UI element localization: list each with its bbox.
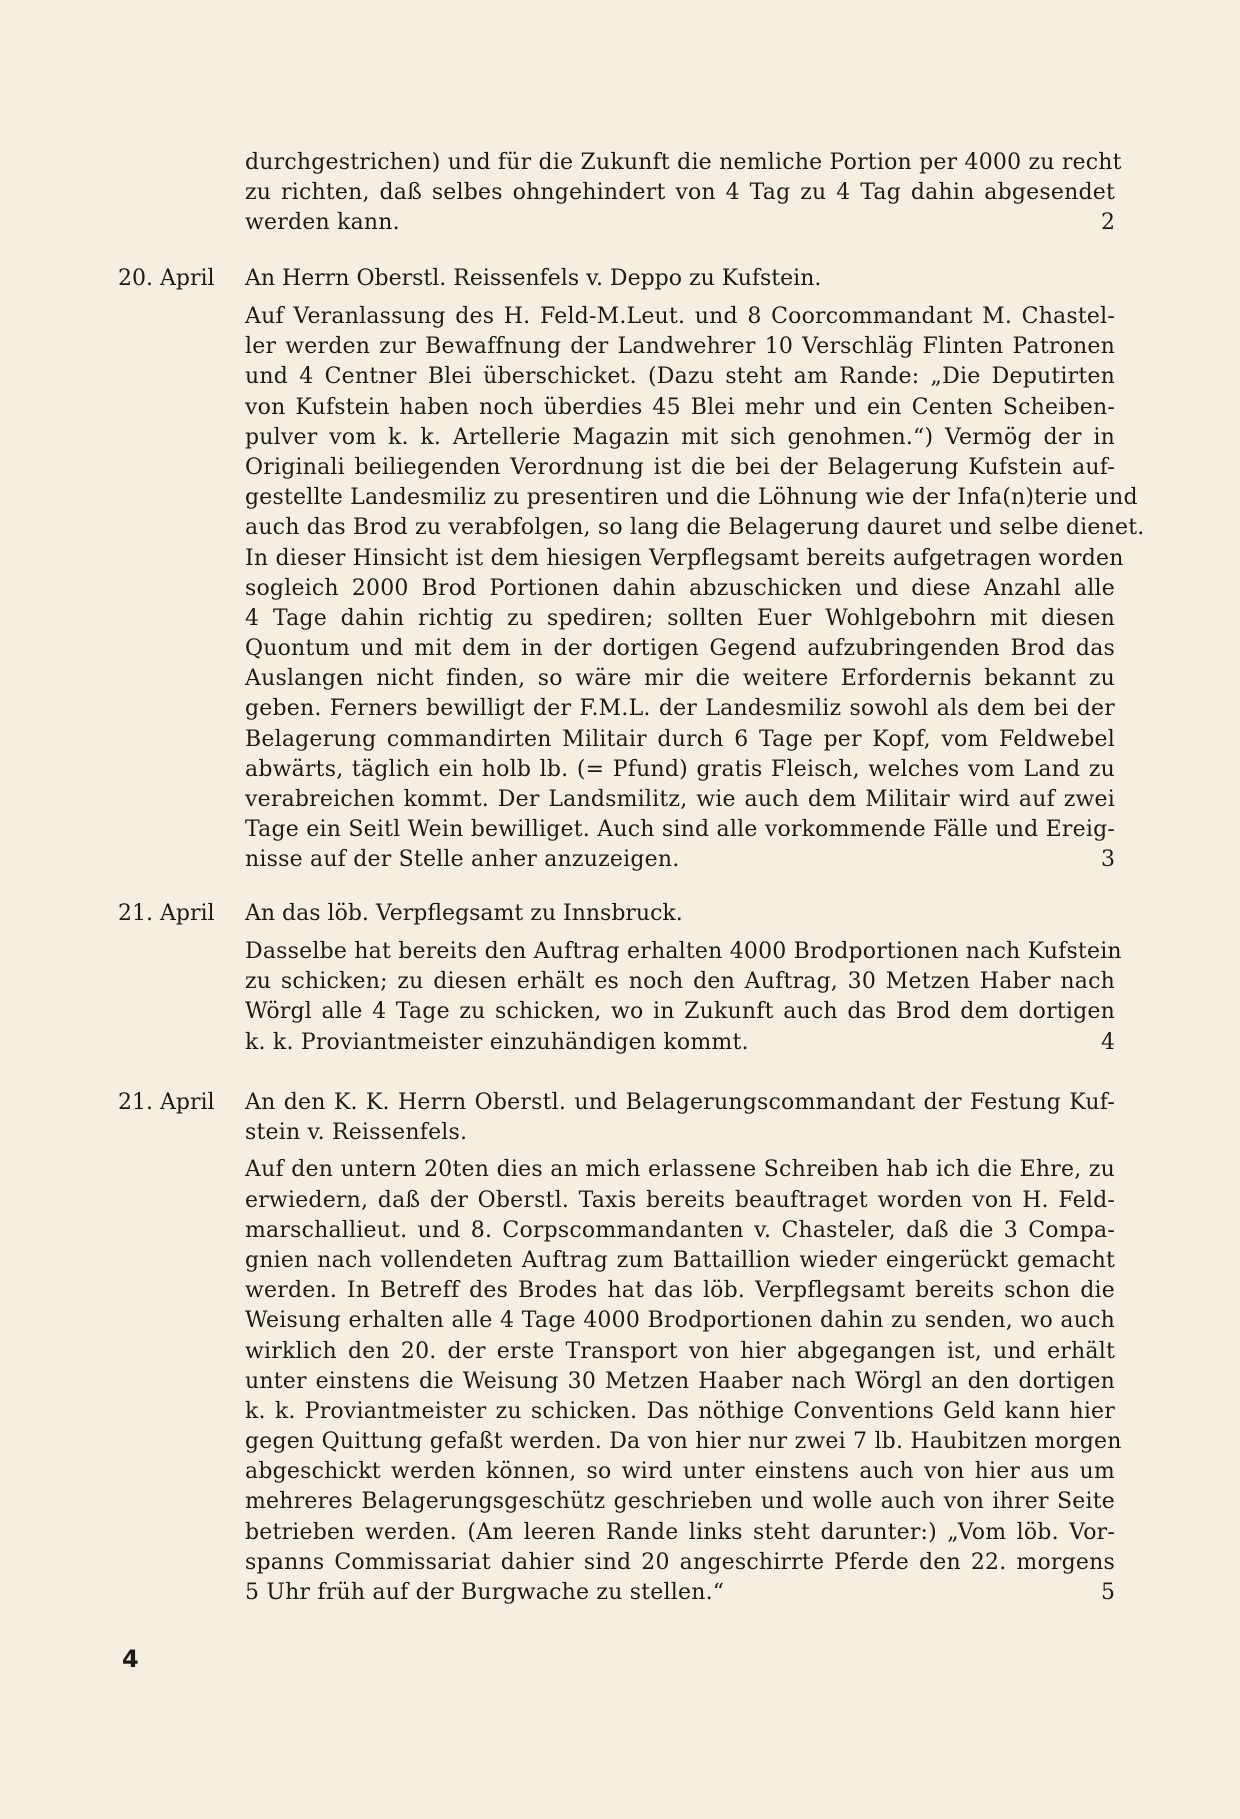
entry-body — [245, 1087, 1122, 1608]
intro-text — [245, 148, 1122, 239]
text-line: von Kufstein haben noch überdies 45 Blei mehr und ein Centen Scheiben- — [245, 394, 1115, 420]
entry-body — [245, 898, 1122, 1058]
text-line: k. k. Proviantmeister zu schicken. Das nöthige Conventions Geld kann hier — [245, 1398, 1115, 1424]
text-line: gestellte Landesmiliz zu presentiren und die Löhnung wie der Infa(n)terie und — [245, 485, 1138, 511]
text-line: spanns Commissariat dahier sind 20 angeschirrte Pferde den 22. morgens — [245, 1549, 1115, 1575]
text-line: Auslangen nicht finden, so wäre mir die weitere Erfordernis bekannt zu — [245, 666, 1115, 692]
text-line: pulver vom k. k. Artellerie Magazin mit sich genohmen.“) Vermög der in — [245, 424, 1115, 450]
entry-body — [245, 263, 1145, 876]
document-number: 5 — [1101, 1580, 1115, 1605]
text-line: Quontum und mit dem in der dortigen Gegend aufzubringenden Brod das — [245, 636, 1115, 662]
entry-heading: An das löb. Verpflegsamt zu Innsbruck. — [245, 901, 683, 926]
text-line: marschallieut. und 8. Corpscommandanten v. Chasteler, daß die 3 Compa- — [245, 1217, 1115, 1243]
text-line: erwiedern, daß der Oberstl. Taxis bereits beauftraget worden von H. Feld- — [245, 1187, 1115, 1213]
text-line: geben. Ferners bewilligt der F.M.L. der Landesmiliz sowohl als dem bei der — [245, 696, 1115, 722]
text-line: werden. In Betreff des Brodes hat das löb. Verpflegsamt bereits schon die — [245, 1278, 1115, 1304]
document-number: 3 — [1101, 847, 1115, 872]
text-line: betrieben werden. (Am leeren Rande links steht darunter:) „Vom löb. Vor- — [245, 1519, 1115, 1545]
text-line: gegen Quittung gefaßt werden. Da von hier nur zwei 7 lb. Haubitzen morgen — [245, 1429, 1122, 1455]
entry-date: 21. April — [118, 1090, 215, 1115]
entry-letter — [245, 937, 1122, 1058]
entry-heading: stein v. Reissenfels. — [245, 1120, 468, 1146]
text-line: zu schicken; zu diesen erhält es noch den Auftrag, 30 Metzen Haber nach — [245, 969, 1115, 995]
document-number: 4 — [1101, 1030, 1115, 1055]
text-line: gnien nach vollendeten Auftrag zum Battaillion wieder eingerückt gemacht — [245, 1247, 1115, 1273]
text-line: In dieser Hinsicht ist dem hiesigen Verpflegsamt bereits aufgetragen worden — [245, 545, 1124, 571]
entry-letter — [245, 302, 1145, 876]
text-line: verabreichen kommt. Der Landsmilitz, wie auch dem Militair wird auf zwei — [245, 787, 1115, 812]
text-line: abgeschickt werden können, so wird unter einstens auch von hier aus um — [245, 1459, 1115, 1485]
text-line: durchgestrichen) und für die Zukunft die nemliche Portion per 4000 zu recht — [245, 150, 1122, 175]
entry-heading: An den K. K. Herrn Oberstl. und Belagerungscommandant der Festung Kuf- — [245, 1090, 1115, 1115]
text-line: sogleich 2000 Brod Portionen dahin abzuschicken und diese Anzahl alle — [245, 575, 1115, 601]
text-line: Auf Veranlassung des H. Feld-M.Leut. und 8 Coorcommandant M. Chastel- — [245, 304, 1115, 329]
text-line: Wörgl alle 4 Tage zu schicken, wo in Zukunft auch das Brod dem dortigen — [245, 999, 1115, 1025]
text-line: k. k. Proviantmeister einzuhändigen kommt. — [245, 1029, 749, 1055]
text-line: werden kann. — [245, 210, 400, 236]
entry-date: 20. April — [118, 266, 215, 291]
text-line: ler werden zur Bewaffnung der Landwehrer 10 Verschläg Flinten Patronen — [245, 334, 1115, 360]
text-line: nisse auf der Stelle anher anzuzeigen. — [245, 847, 680, 873]
entry-letter — [245, 1155, 1122, 1608]
text-line: unter einstens die Weisung 30 Metzen Haaber nach Wörgl an den dortigen — [245, 1368, 1115, 1394]
text-line: 4 Tage dahin richtig zu spediren; sollten Euer Wohlgebohrn mit diesen — [245, 605, 1115, 631]
text-line: und 4 Centner Blei überschicket. (Dazu steht am Rande: „Die Deputirten — [245, 364, 1115, 390]
text-line: zu richten, daß selbes ohngehindert von 4 Tag zu 4 Tag dahin abgesendet — [245, 180, 1115, 206]
entry-heading: An Herrn Oberstl. Reissenfels v. Deppo zu Kufstein. — [245, 266, 822, 291]
text-line: Tage ein Seitl Wein bewilliget. Auch sind alle vorkommende Fälle und Ereig- — [245, 817, 1115, 843]
document-number: 2 — [1101, 210, 1115, 235]
text-line: Belagerung commandirten Militair durch 6 Tage per Kopf, vom Feldwebel — [245, 726, 1115, 752]
entry-date: 21. April — [118, 901, 215, 926]
text-line: Weisung erhalten alle 4 Tage 4000 Brodportionen dahin zu senden, wo auch — [245, 1308, 1115, 1334]
text-line: mehreres Belagerungsgeschütz geschrieben und wolle auch von ihrer Seite — [245, 1489, 1115, 1515]
page-number: 4 — [122, 1645, 139, 1673]
text-line: 5 Uhr früh auf der Burgwache zu stellen.“ — [245, 1580, 725, 1605]
text-line: Originali beiliegenden Verordnung ist die bei der Belagerung Kufstein auf- — [245, 454, 1115, 480]
text-line: Dasselbe hat bereits den Auftrag erhalten 4000 Brodportionen nach Kufstein — [245, 939, 1122, 964]
text-line: Auf den untern 20ten dies an mich erlassene Schreiben hab ich die Ehre, zu — [245, 1157, 1115, 1183]
text-line: abwärts, täglich ein holb lb. (= Pfund) gratis Fleisch, welches vom Land zu — [245, 756, 1115, 782]
text-line: auch das Brod zu verabfolgen, so lang die Belagerung dauret und selbe dienet. — [245, 515, 1145, 541]
text-line: wirklich den 20. der erste Transport von hier abgegangen ist, und erhält — [245, 1338, 1115, 1364]
